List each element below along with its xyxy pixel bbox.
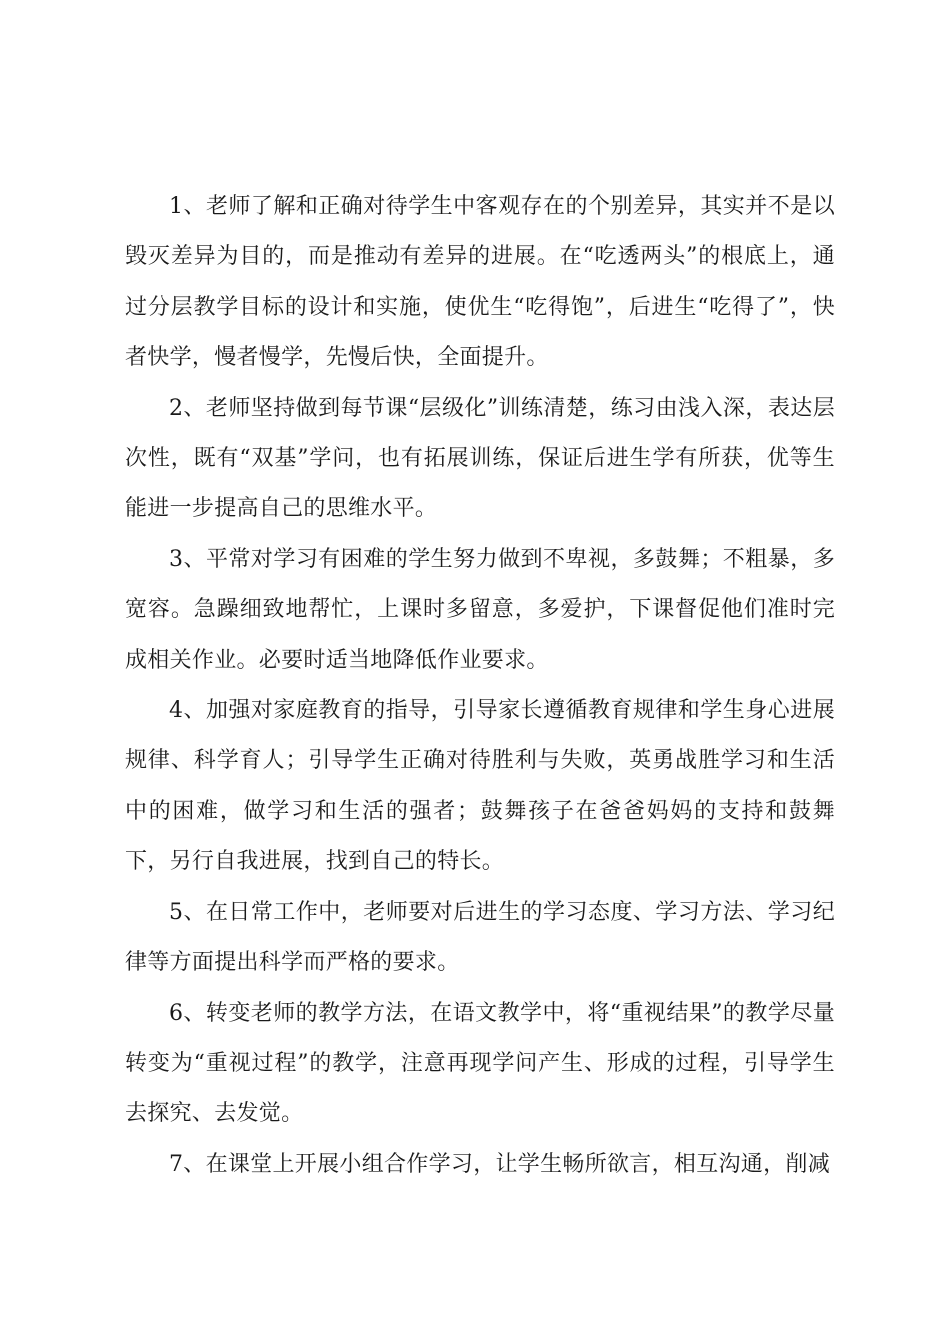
document-body [125, 182, 835, 1190]
paragraph-4: 4、加强对家庭教育的指导，引导家长遵循教育规律和学生身心进展规律、科学育人；引导学生正确对待胜利与失败，英勇战胜学习和生活中的困难，做学习和生活的强者；鼓舞孩子在爸爸妈妈的支持和鼓舞下，另行自我进展，找到自己的特长。 [125, 698, 835, 875]
paragraph-2: 2、老师坚持做到每节课“层级化”训练清楚，练习由浅入深，表达层次性，既有“双基”学问，也有拓展训练，保证后进生学有所获，优等生能进一步提高自己的思维水平。 [125, 395, 835, 522]
paragraph-6: 6、转变老师的教学方法，在语文教学中，将“重视结果”的教学尽量转变为“重视过程”的教学，注意再现学问产生、形成的过程，引导学生去探究、去发觉。 [125, 1000, 835, 1127]
paragraph-7: 7、在课堂上开展小组合作学习，让学生畅所欲言，相互沟通，削减 [169, 1151, 830, 1177]
paragraph-1: 1、老师了解和正确对待学生中客观存在的个别差异，其实并不是以毁灭差异为目的，而是推动有差异的进展。在“吃透两头”的根底上，通过分层教学目标的设计和实施，使优生“吃得饱”，后进生“吃得了”，快者快学，慢者慢学，先慢后快，全面提升。 [125, 194, 835, 371]
paragraph-5: 5、在日常工作中，老师要对后进生的学习态度、学习方法、学习纪律等方面提出科学而严格的要求。 [125, 899, 835, 976]
paragraph-3: 3、平常对学习有困难的学生努力做到不卑视，多鼓舞；不粗暴，多宽容。急躁细致地帮忙，上课时多留意，多爱护，下课督促他们准时完成相关作业。必要时适当地降低作业要求。 [125, 546, 835, 673]
